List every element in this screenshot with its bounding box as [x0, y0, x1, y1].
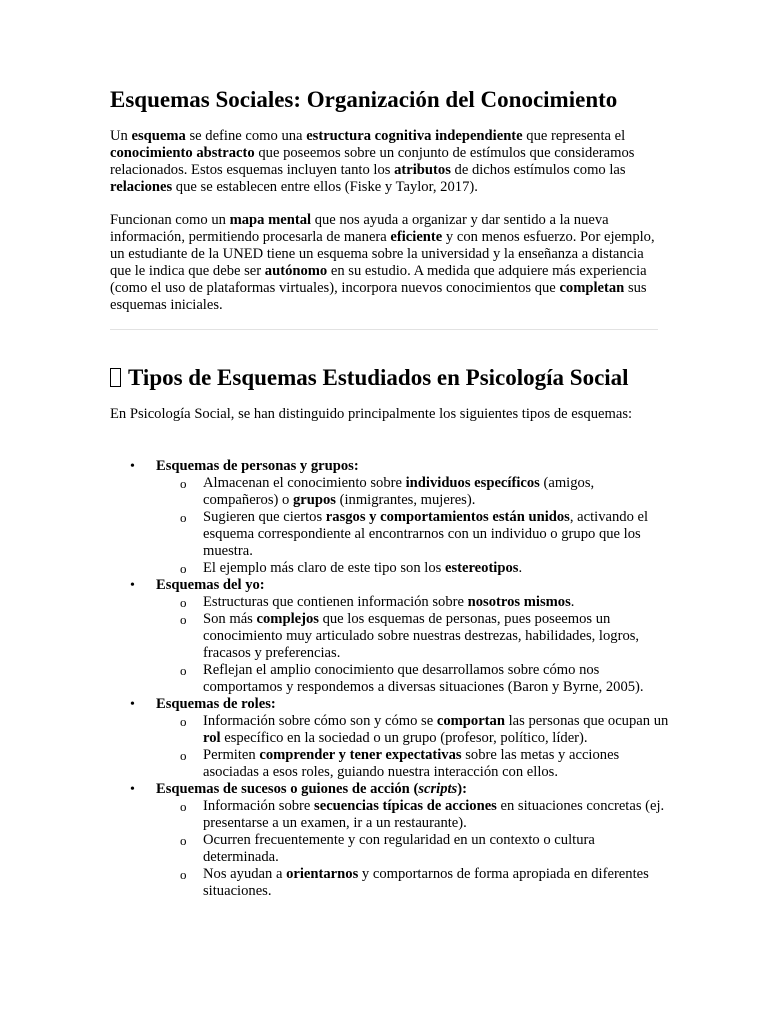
text-run: y comportarnos de forma apropiada en diferentes situaciones.	[203, 866, 649, 899]
bold-text-run: individuos específicos	[405, 475, 540, 491]
bold-text-run: Esquemas del yo:	[156, 577, 265, 593]
text-run: que se establecen entre ellos (Fiske y Taylor, 2017).	[172, 179, 478, 195]
schema-detail-item	[156, 611, 670, 662]
schema-type-details	[156, 594, 670, 696]
bold-text-run: Esquemas de roles:	[156, 696, 276, 712]
text-run: que nos ayuda a organizar y dar sentido a la nueva información, permitiendo procesarla de manera	[110, 212, 609, 245]
text-run: scripts	[418, 781, 458, 797]
text-run: que poseemos sobre un conjunto de estímulos que consideramos relacionados. Estos esquemas incluyen tanto los	[110, 145, 635, 178]
bold-text-run: estructura cognitiva independiente	[306, 128, 523, 144]
text-run: sobre las metas y acciones asociadas a esos roles, guiando nuestra interacción con ellos.	[203, 747, 620, 780]
bold-text-run: orientarnos	[286, 866, 359, 882]
text-run: Almacenan el conocimiento sobre	[203, 475, 406, 491]
bold-text-run: conocimiento abstracto	[110, 145, 255, 161]
bold-text-run: Esquemas de sucesos o guiones de acción (	[156, 781, 419, 797]
schema-detail-item	[156, 594, 670, 611]
text-run: Funcionan como un	[110, 212, 230, 228]
text-run: (amigos, compañeros) o	[203, 475, 595, 508]
schema-type-item	[110, 458, 670, 577]
text-run: Permiten	[203, 747, 260, 763]
text-run: .	[518, 560, 523, 576]
bold-text-run: nosotros mismos	[467, 594, 571, 610]
schema-detail-item	[156, 475, 670, 509]
bold-text-run: atributos	[394, 162, 451, 178]
schema-detail-item	[156, 747, 670, 781]
text-run: Información sobre cómo son y cómo se	[203, 713, 437, 729]
text-run: Nos ayudan a	[203, 866, 287, 882]
text-run: en su estudio. A medida que adquiere más experiencia (como el uso de plataformas virtuales), incorpora nuevos conocimientos que	[110, 263, 647, 296]
text-run: de dichos estímulos como las	[450, 162, 626, 178]
text-run: que representa el	[522, 128, 626, 144]
schema-detail-item	[156, 798, 670, 832]
schema-type-details	[156, 475, 670, 577]
schema-type-label	[156, 781, 467, 797]
text-run: las personas que ocupan un	[504, 713, 669, 729]
text-run: .	[570, 594, 575, 610]
text-run: específico en la sociedad o un grupo (profesor, político, líder).	[220, 730, 588, 746]
section-divider	[110, 329, 658, 330]
bold-text-run: grupos	[292, 492, 336, 508]
schema-detail-item	[156, 662, 670, 696]
text-run: en situaciones concretas (ej. presentarse a un examen, ir a un restaurante).	[203, 798, 665, 831]
text-run: Un	[110, 128, 132, 144]
bold-text-run: relaciones	[110, 179, 173, 195]
bold-text-run: esquema	[131, 128, 186, 144]
text-run: Ocurren frecuentemente y con regularidad en un contexto o cultura determinada.	[203, 832, 595, 865]
bold-text-run: rol	[203, 730, 221, 746]
text-run: Son más	[203, 611, 257, 627]
section-heading-text: Tipos de Esquemas Estudiados en Psicología Social	[128, 365, 629, 390]
bold-text-run: comportan	[436, 713, 505, 729]
text-run: Reflejan el amplio conocimiento que desarrollamos sobre cómo nos comportamos y respondemos a diversas situaciones (Baron y Byrne, 2005).	[203, 662, 644, 695]
section-intro: En Psicología Social, se han distinguido principalmente los siguientes tipos de esquemas:	[110, 406, 633, 422]
schema-type-details	[156, 713, 670, 781]
bold-text-run: mapa mental	[229, 212, 312, 228]
text-run: Sugieren que ciertos	[203, 509, 326, 525]
schema-type-label	[156, 577, 265, 593]
bold-text-run: secuencias típicas de acciones	[314, 798, 497, 814]
schema-detail-item	[156, 560, 670, 577]
text-run: Estructuras que contienen información sobre	[203, 594, 468, 610]
schema-detail-item	[156, 509, 670, 560]
bold-text-run: Esquemas de personas y grupos:	[156, 458, 359, 474]
bold-text-run: comprender y tener expectativas	[259, 747, 462, 763]
schema-type-item	[110, 781, 670, 900]
text-run: Información sobre	[203, 798, 315, 814]
text-run: , activando el esquema correspondiente al encontrarnos con un individuo o grupo que los muestra.	[203, 509, 649, 559]
page-title: Esquemas Sociales: Organización del Conocimiento	[110, 87, 618, 112]
schema-detail-item	[156, 713, 670, 747]
intro-paragraph-2	[110, 212, 666, 314]
text-run: (inmigrantes, mujeres).	[335, 492, 476, 508]
schema-type-label	[156, 696, 276, 712]
text-run: y con menos esfuerzo. Por ejemplo, un estudiante de la UNED tiene un esquema sobre la universidad y la enseñanza a distancia que le indica que debe ser	[110, 229, 655, 279]
bold-text-run: complejos	[256, 611, 319, 627]
bold-text-run: ):	[457, 781, 467, 797]
text-run: sus esquemas iniciales.	[110, 280, 647, 313]
bold-text-run: estereotipos	[444, 560, 519, 576]
schema-type-label	[156, 458, 359, 474]
schema-type-item	[110, 696, 670, 781]
bold-text-run: eficiente	[390, 229, 443, 245]
text-run: que los esquemas de personas, pues poseemos un conocimiento muy articulado sobre nuestras destrezas, habilidades, logros, fracasos y preferencias.	[203, 611, 640, 661]
section-heading	[110, 364, 629, 392]
schema-type-item	[110, 577, 670, 696]
bold-text-run: completan	[559, 280, 625, 296]
text-run: se define como una	[185, 128, 307, 144]
schema-detail-item	[156, 866, 670, 900]
bold-text-run	[418, 781, 457, 797]
schema-detail-item	[156, 832, 670, 866]
bold-text-run: autónomo	[264, 263, 328, 279]
text-run: El ejemplo más claro de este tipo son los	[203, 560, 445, 576]
schema-types-list	[110, 458, 670, 900]
intro-paragraph-1	[110, 128, 666, 196]
missing-glyph-icon	[110, 368, 121, 387]
bold-text-run: rasgos y comportamientos están unidos	[325, 509, 570, 525]
schema-type-details	[156, 798, 670, 900]
